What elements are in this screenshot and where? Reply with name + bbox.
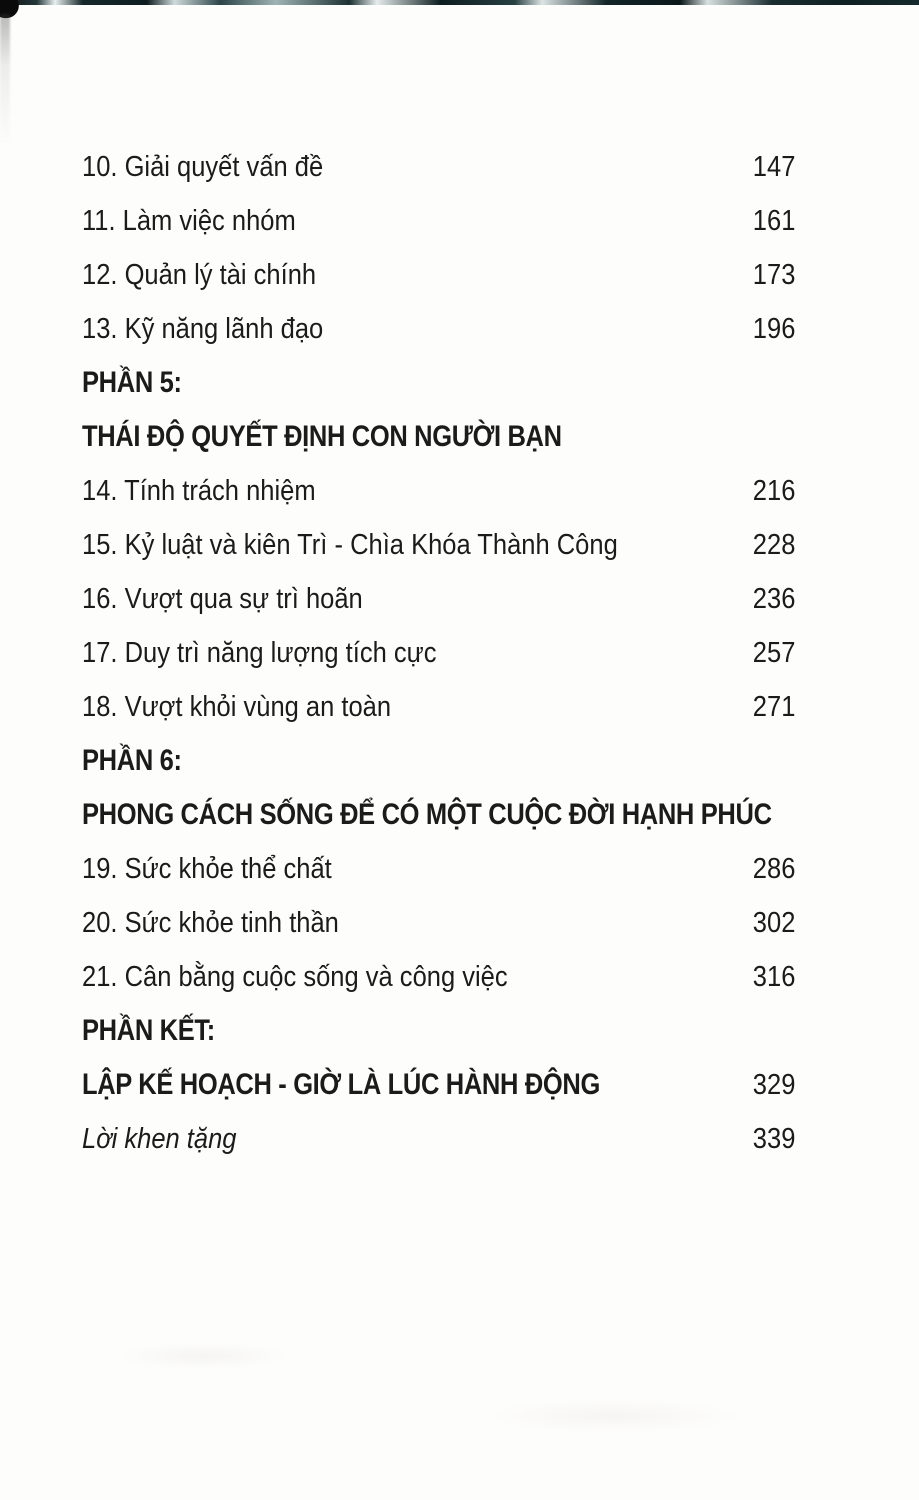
toc-section-conclusion <box>82 1004 795 1058</box>
toc-entry-label: 11. Làm việc nhóm <box>82 204 296 237</box>
toc-entry-page: 257 <box>752 636 795 669</box>
toc-section-label: PHONG CÁCH SỐNG ĐỂ CÓ MỘT CUỘC ĐỜI HẠNH PHÚC <box>82 798 772 831</box>
toc-entry-label: 18. Vượt khỏi vùng an toàn <box>82 690 392 723</box>
toc-entry-ch18 <box>82 680 795 734</box>
toc-entry-ch20 <box>82 896 795 950</box>
toc-section-label: THÁI ĐỘ QUYẾT ĐỊNH CON NGƯỜI BẠN <box>82 420 562 453</box>
toc-section-part5-title <box>82 410 795 464</box>
toc-entry-page: 339 <box>752 1122 795 1155</box>
toc-entry-ch11 <box>82 194 795 248</box>
toc-section-part6-title <box>82 788 795 842</box>
scan-noise-artifact <box>40 1320 859 1440</box>
toc-entry-testimonials <box>82 1112 795 1166</box>
toc-entry-page: 173 <box>752 258 795 291</box>
scan-edge-smudge-artifact <box>0 14 10 144</box>
toc-section-label: PHẦN 5: <box>82 366 182 399</box>
toc-entry-label: 12. Quản lý tài chính <box>82 258 317 291</box>
toc-entry-page: 236 <box>752 582 795 615</box>
toc-entry-page: 271 <box>752 690 795 723</box>
toc-entry-page: 329 <box>752 1068 795 1101</box>
toc-entry-page: 316 <box>752 960 795 993</box>
toc-entry-page: 196 <box>752 312 795 345</box>
toc-section-label: PHẦN 6: <box>82 744 182 777</box>
toc-entry-label: 14. Tính trách nhiệm <box>82 474 316 507</box>
toc-section-conclusion-title <box>82 1058 795 1112</box>
table-of-contents <box>82 140 795 1166</box>
scan-top-edge-artifact <box>0 0 919 5</box>
toc-entry-ch12 <box>82 248 795 302</box>
toc-section-part6 <box>82 734 795 788</box>
toc-section-label: PHẦN KẾT: <box>82 1014 215 1047</box>
toc-entry-label: 15. Kỷ luật và kiên Trì - Chìa Khóa Thành Công <box>82 528 618 561</box>
toc-entry-ch14 <box>82 464 795 518</box>
toc-entry-ch10 <box>82 140 795 194</box>
toc-section-label: LẬP KẾ HOẠCH - GIỜ LÀ LÚC HÀNH ĐỘNG <box>82 1068 600 1101</box>
toc-section-part5 <box>82 356 795 410</box>
toc-entry-page: 216 <box>752 474 795 507</box>
toc-entry-label: 20. Sức khỏe tinh thần <box>82 906 339 939</box>
toc-entry-page: 161 <box>752 204 795 237</box>
toc-entry-ch21 <box>82 950 795 1004</box>
toc-entry-page: 228 <box>752 528 795 561</box>
toc-entry-ch15 <box>82 518 795 572</box>
toc-entry-label: 19. Sức khỏe thể chất <box>82 852 332 885</box>
toc-entry-ch16 <box>82 572 795 626</box>
toc-entry-label: 17. Duy trì năng lượng tích cực <box>82 636 437 669</box>
toc-entry-label: 13. Kỹ năng lãnh đạo <box>82 312 324 345</box>
toc-entry-label: 10. Giải quyết vấn đề <box>82 150 324 183</box>
toc-entry-page: 286 <box>752 852 795 885</box>
toc-entry-label: 16. Vượt qua sự trì hoãn <box>82 582 363 615</box>
toc-entry-ch13 <box>82 302 795 356</box>
toc-entry-page: 147 <box>752 150 795 183</box>
toc-entry-label: 21. Cân bằng cuộc sống và công việc <box>82 960 508 993</box>
toc-entry-label: Lời khen tặng <box>82 1122 237 1155</box>
toc-entry-page: 302 <box>752 906 795 939</box>
toc-entry-ch19 <box>82 842 795 896</box>
toc-entry-ch17 <box>82 626 795 680</box>
